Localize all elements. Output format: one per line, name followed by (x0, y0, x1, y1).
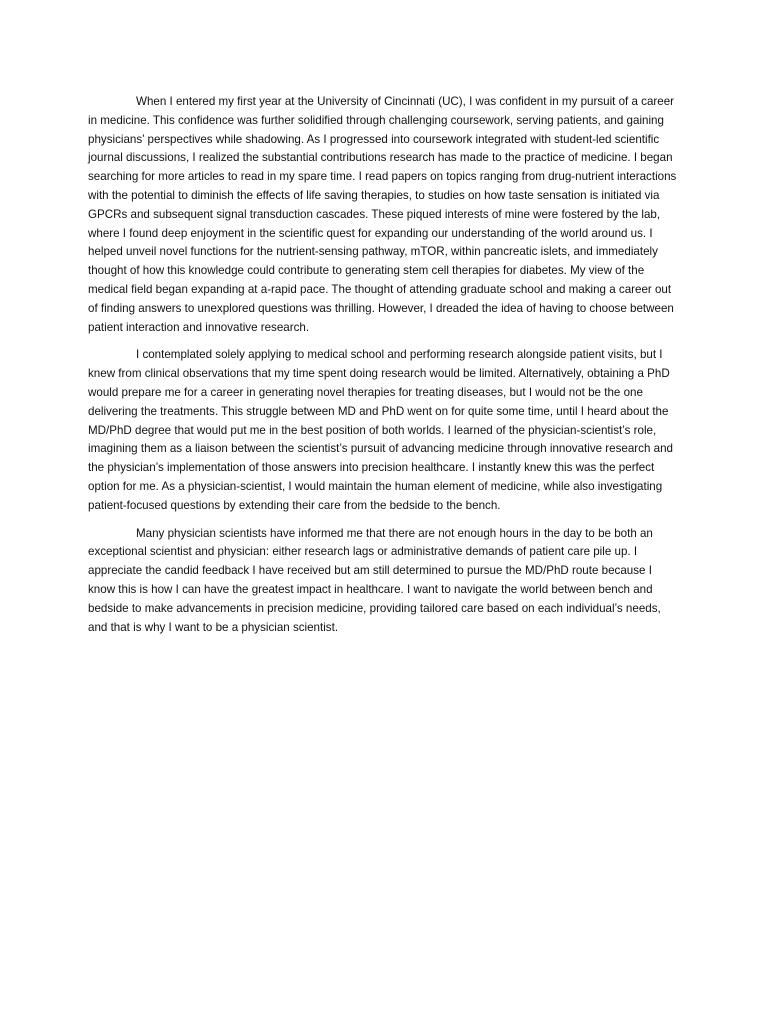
paragraph-1: When I entered my first year at the University of Cincinnati (UC), I was confident in my pursuit of a career in medicine. This confidence was further solidified through challenging coursework, serving patients, and gaining physicians’ perspectives while shadowing. As I progressed into coursework integrated with student-led scientific journal discussions, I realized the substantial contributions research has made to the practice of medicine. I began searching for more articles to read in my spare time. I read papers on topics ranging from drug-nutrient interactions with the potential to diminish the effects of life saving therapies, to studies on how taste sensation is initiated via GPCRs and subsequent signal transduction cascades. These piqued interests of mine were fostered by the lab, where I found deep enjoyment in the scientific quest for expanding our understanding of the world around us. I helped unveil novel functions for the nutrient-sensing pathway, mTOR, within pancreatic islets, and immediately thought of how this knowledge could contribute to generating stem cell therapies for diabetes. My view of the medical field began expanding at a-rapid pace. The thought of attending graduate school and making a career out of finding answers to unexplored questions was thrilling. However, I dreaded the idea of having to choose between patient interaction and innovative research. (88, 95, 677, 334)
paragraph-2: I contemplated solely applying to medical school and performing research alongside patient visits, but I knew from clinical observations that my time spent doing research would be limited. Alternatively, obtaining a PhD would prepare me for a career in generating novel therapies for treating diseases, but I would not be the one delivering the treatments. This struggle between MD and PhD went on for quite some time, until I heard about the MD/PhD degree that would put me in the best position of both worlds. I learned of the physician-scientist’s role, imagining them as a liaison between the scientist’s pursuit of advancing medicine through innovative research and the physician’s implementation of those answers into precision healthcare. I instantly knew this was the perfect option for me. As a physician-scientist, I would maintain the human element of medicine, while also investigating patient-focused questions by extending their care from the bedside to the bench. (88, 348, 673, 512)
paragraph-3: Many physician scientists have informed me that there are not enough hours in the day to be both an exceptional scientist and physician: either research lags or administrative demands of patient care pile up. I appreciate the candid feedback I have received but am still determined to pursue the MD/PhD route because I know this is how I can have the greatest impact in healthcare. I want to navigate the world between bench and bedside to make advancements in precision medicine, providing tailored care based on each individual’s needs, and that is why I want to be a physician scientist. (88, 526, 661, 634)
essay-body (88, 93, 680, 646)
